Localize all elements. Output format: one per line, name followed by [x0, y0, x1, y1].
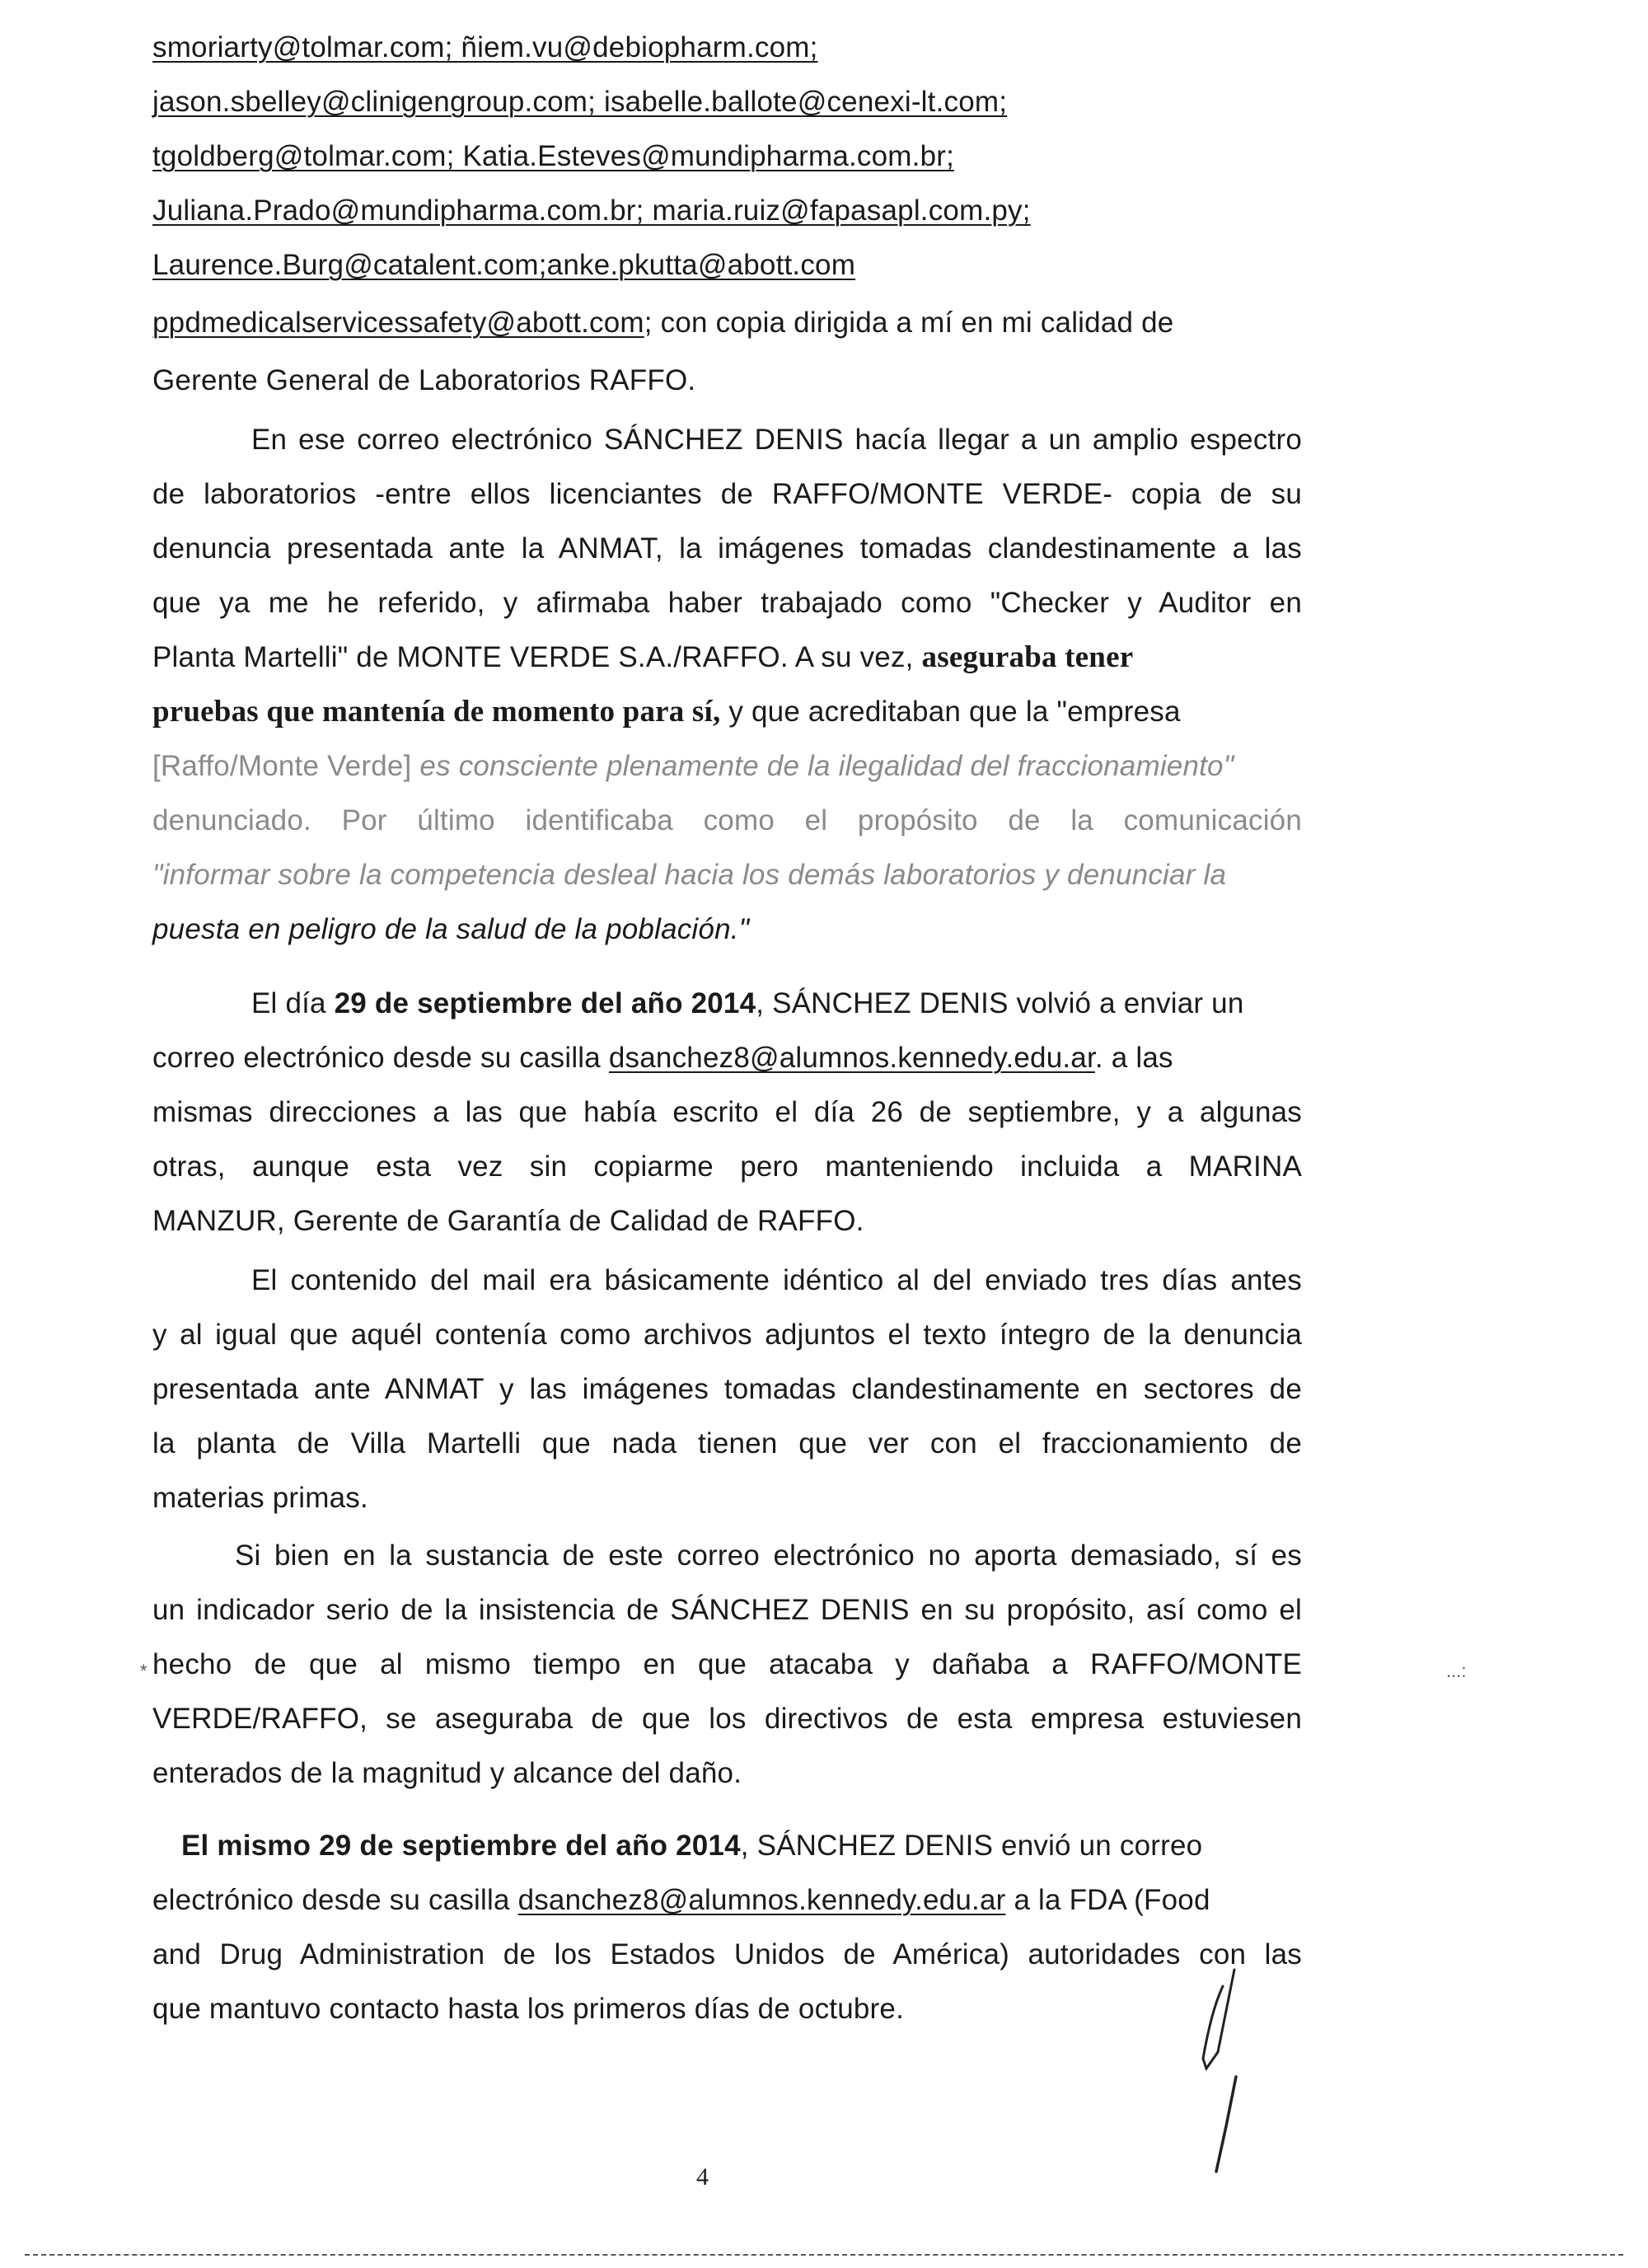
paragraph-line: que ya me he referido, y afirmaba haber trabajado como "Checker y Auditor en	[152, 587, 1302, 619]
paragraph-line: VERDE/RAFFO, se aseguraba de que los directivos de esta empresa estuviesen	[152, 1703, 1302, 1735]
text-line: Gerente General de Laboratorios RAFFO.	[152, 364, 696, 396]
paragraph-line: y al igual que aquél contenía como archivos adjuntos el texto íntegro de la denuncia	[152, 1319, 1302, 1351]
email-recipients-line: Laurence.Burg@catalent.com;anke.pkutta@abott.com	[152, 249, 856, 281]
scan-speck: ...:	[1446, 1661, 1467, 1681]
paragraph-line: un indicador serio de la insistencia de SÁNCHEZ DENIS en su propósito, así como el	[152, 1594, 1302, 1626]
paragraph-line: de laboratorios -entre ellos licenciantes de RAFFO/MONTE VERDE- copia de su	[152, 478, 1302, 510]
paragraph-line: El mismo 29 de septiembre del año 2014, SÁNCHEZ DENIS envió un correo	[181, 1830, 1203, 1862]
paragraph-line: denuncia presentada ante la ANMAT, la imágenes tomadas clandestinamente a las	[152, 532, 1302, 565]
paragraph-line: hecho de que al mismo tiempo en que atacaba y dañaba a RAFFO/MONTE	[152, 1648, 1302, 1680]
paragraph-line: mismas direcciones a las que había escrito el día 26 de septiembre, y a algunas	[152, 1096, 1302, 1128]
paragraph-line: MANZUR, Gerente de Garantía de Calidad de RAFFO.	[152, 1205, 864, 1237]
paragraph-line: correo electrónico desde su casilla dsanchez8@alumnos.kennedy.edu.ar. a las	[152, 1042, 1173, 1074]
signature-mark	[1137, 1961, 1269, 2184]
email-recipients-line: smoriarty@tolmar.com; ñiem.vu@debiopharm.com;	[152, 31, 818, 63]
paragraph-line: puesta en peligro de la salud de la población."	[152, 913, 750, 945]
paragraph-line: "informar sobre la competencia desleal hacia los demás laboratorios y denunciar la	[152, 859, 1227, 891]
paragraph-line: pruebas que mantenía de momento para sí, y que acreditaban que la "empresa	[152, 695, 1181, 729]
paragraph-line: que mantuvo contacto hasta los primeros días de octubre.	[152, 1993, 904, 2025]
paragraph-line: El día 29 de septiembre del año 2014, SÁNCHEZ DENIS volvió a enviar un	[251, 987, 1244, 1019]
paragraph-line: enterados de la magnitud y alcance del daño.	[152, 1757, 742, 1789]
paragraph-line: materias primas.	[152, 1482, 368, 1514]
email-recipients-line: tgoldberg@tolmar.com; Katia.Esteves@mundipharma.com.br;	[152, 140, 955, 172]
paragraph-line: Planta Martelli" de MONTE VERDE S.A./RAFFO. A su vez, aseguraba tener	[152, 640, 1134, 674]
scan-speck: *	[140, 1661, 147, 1681]
paragraph-line: El contenido del mail era básicamente idéntico al del enviado tres días antes	[251, 1264, 1302, 1296]
paragraph-line: and Drug Administration de los Estados Unidos de América) autoridades con las	[152, 1938, 1302, 1970]
email-recipients-line: jason.sbelley@clinigengroup.com; isabelle.ballote@cenexi-lt.com;	[152, 86, 1008, 118]
page-number: 4	[696, 2163, 709, 2191]
paragraph-line: denunciado. Por último identificaba como el propósito de la comunicación	[152, 804, 1302, 836]
footer-rule	[25, 2254, 1623, 2256]
paragraph-line: electrónico desde su casilla dsanchez8@alumnos.kennedy.edu.ar a la FDA (Food	[152, 1884, 1210, 1916]
text-line: ppdmedicalservicessafety@abott.com; con copia dirigida a mí en mi calidad de	[152, 307, 1174, 339]
paragraph-line: presentada ante ANMAT y las imágenes tomadas clandestinamente en sectores de	[152, 1373, 1302, 1405]
paragraph-line: [Raffo/Monte Verde] es consciente plenamente de la ilegalidad del fraccionamiento"	[152, 750, 1234, 782]
paragraph-line: otras, aunque esta vez sin copiarme pero manteniendo incluida a MARINA	[152, 1150, 1302, 1183]
paragraph-line: Si bien en la sustancia de este correo electrónico no aporta demasiado, sí es	[235, 1539, 1302, 1572]
paragraph-line: la planta de Villa Martelli que nada tienen que ver con el fraccionamiento de	[152, 1427, 1302, 1460]
paragraph-line: En ese correo electrónico SÁNCHEZ DENIS hacía llegar a un amplio espectro	[251, 424, 1302, 456]
email-recipients-line: Juliana.Prado@mundipharma.com.br; maria.ruiz@fapasapl.com.py;	[152, 194, 1031, 227]
